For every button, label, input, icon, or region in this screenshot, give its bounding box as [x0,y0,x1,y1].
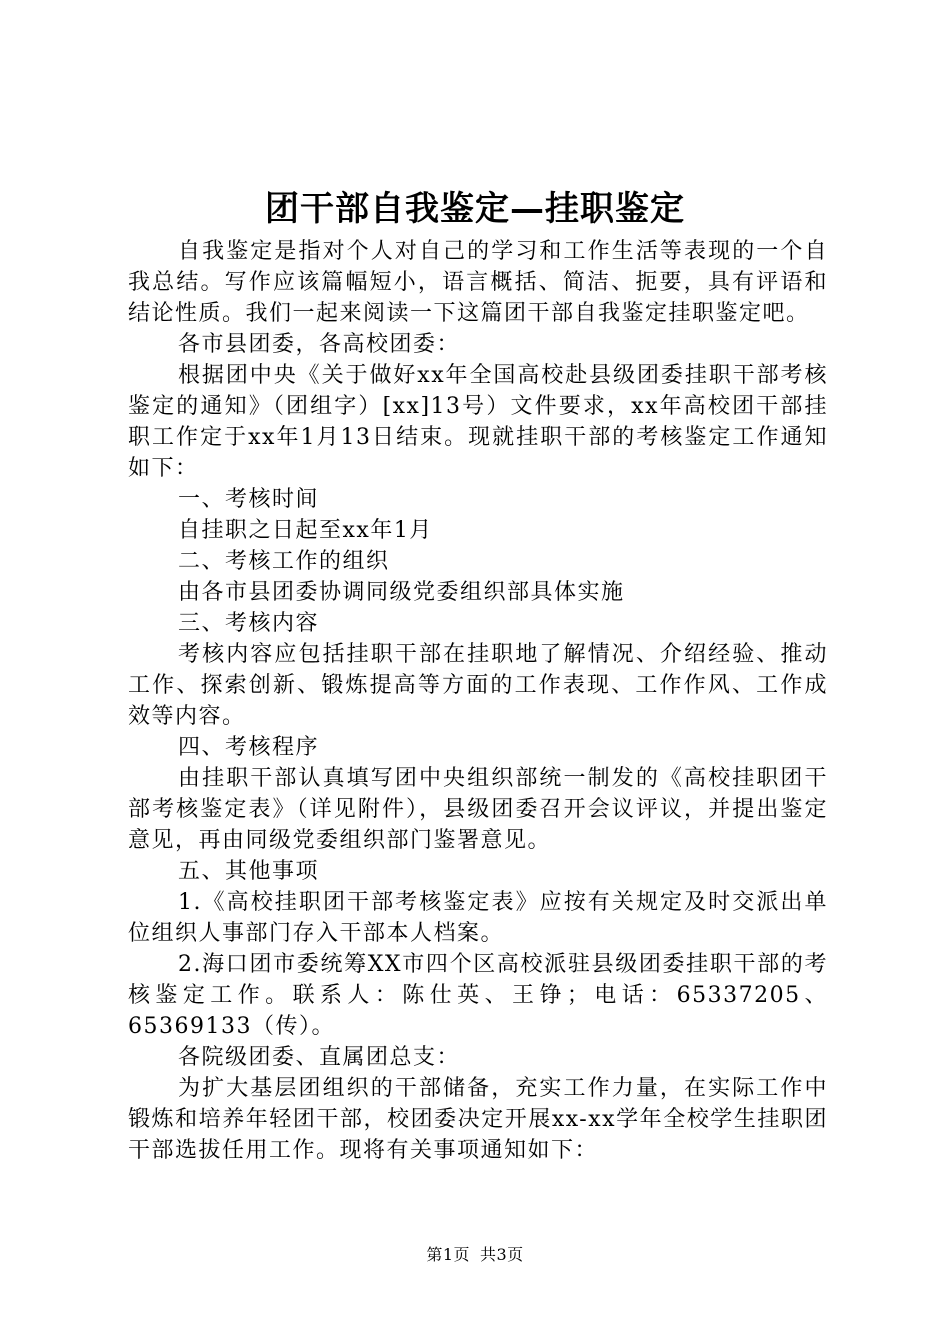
heading-section-3: 三、考核内容 [178,611,320,636]
document-title: 团干部自我鉴定—挂职鉴定 [265,189,685,229]
document-body [128,236,828,1166]
heading-section-1: 一、考核时间 [178,487,320,512]
paragraph-section-4: 由挂职干部认真填写团中央组织部统一制发的《高校挂职团干部考核鉴定表》（详见附件），县级团委召开会议评议，并提出鉴定意见，再由同级党委组织部门鉴署意见。 [128,766,828,853]
paragraph-salutation-2: 各院级团委、直属团总支： [178,1045,461,1070]
page-number: 第1页 [426,1245,470,1264]
heading-section-4: 四、考核程序 [178,735,320,760]
paragraph-item-2: 2.海口团市委统筹XX市四个区高校派驻县级团委挂职干部的考核鉴定工作。联系人：陈仕英、王铮；电话：65337205、65369133（传）。 [128,952,828,1039]
heading-section-5: 五、其他事项 [178,859,320,884]
page-total: 共3页 [480,1245,524,1264]
paragraph-section-1: 自挂职之日起至xx年1月 [178,518,433,543]
paragraph-intro: 自我鉴定是指对个人对自己的学习和工作生活等表现的一个自我总结。写作应该篇幅短小，语言概括、简洁、扼要，具有评语和结论性质。我们一起来阅读一下这篇团干部自我鉴定挂职鉴定吧。 [128,239,828,326]
heading-section-2: 二、考核工作的组织 [178,549,390,574]
paragraph-section-3: 考核内容应包括挂职干部在挂职地了解情况、介绍经验、推动工作、探索创新、锻炼提高等方面的工作表现、工作作风、工作成效等内容。 [128,642,828,729]
paragraph-salutation-1: 各市县团委，各高校团委： [178,332,461,357]
paragraph-section-2: 由各市县团委协调同级党委组织部具体实施 [178,580,625,605]
paragraph-item-1: 1.《高校挂职团干部考核鉴定表》应按有关规定及时交派出单位组织人事部门存入干部本人档案。 [128,890,828,946]
page-footer [0,1244,950,1266]
paragraph-selection-notice: 为扩大基层团组织的干部储备，充实工作力量，在实际工作中锻炼和培养年轻团干部，校团委决定开展xx-xx学年全校学生挂职团干部选拔任用工作。现将有关事项通知如下： [128,1076,828,1163]
paragraph-notice-basis: 根据团中央《关于做好xx年全国高校赴县级团委挂职干部考核鉴定的通知》（团组字）[xx]13号）文件要求，xx年高校团干部挂职工作定于xx年1月13日结束。现就挂职干部的考核鉴定工作通知如下： [128,363,828,481]
